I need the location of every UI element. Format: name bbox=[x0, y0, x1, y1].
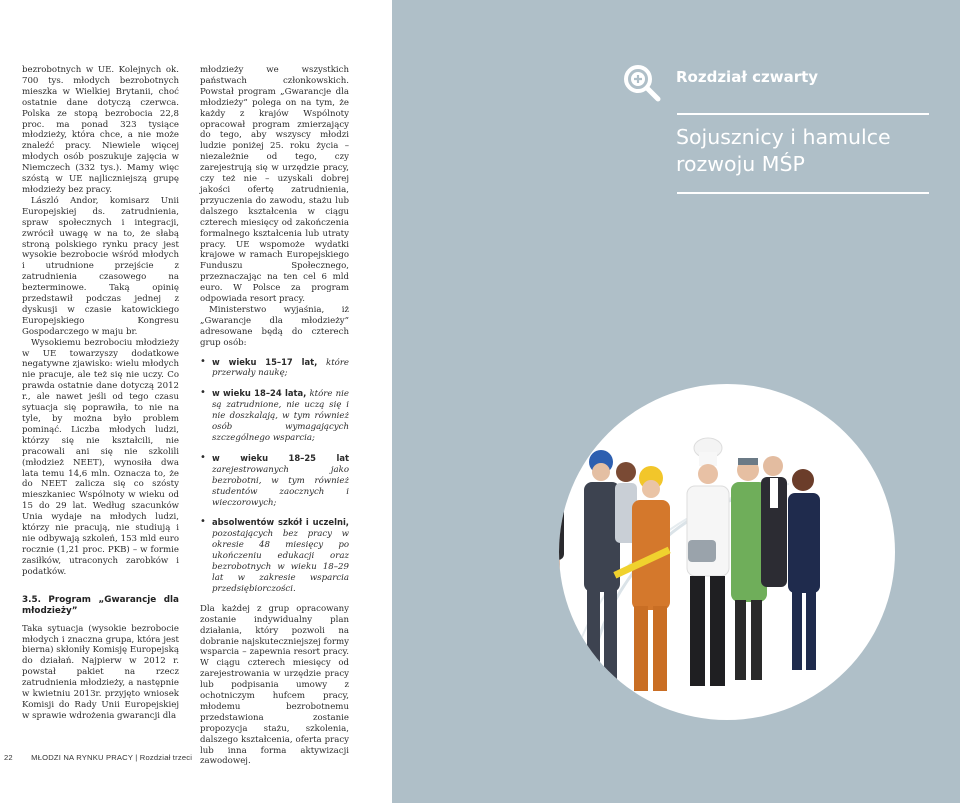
list-item: • w wieku 18–24 lata, które nie są zatrudnione, nie uczą się i nie doszkalają, w tym również osób wymagających szczególnego wsparcia; bbox=[200, 388, 349, 444]
paragraph: Taka sytuacja (wysokie bezrobocie młodych i znaczna grupa, która jest bierna) skłoniły Komisję Europejską do działań. Najpierw w 2012 r. powstał pakiet na rzecz zatrudnienia młodzieży, a następnie w kwietniu 2013r. przyjęto wniosek Komisji do Rady Unii Europejskiej w sprawie wdrożenia gwarancji dla bbox=[22, 623, 179, 721]
text-column-2 bbox=[200, 65, 349, 767]
list-item: • absolwentów szkół i uczelni, pozostających bez pracy w okresie 48 miesięcy po ukończeniu edukacji oraz bezrobotnych w wieku 18–29 lat w zakresie wsparcia przedsiębiorczości. bbox=[200, 517, 349, 594]
section-heading: 3.5. Program „Gwarancje dla młodzieży” bbox=[22, 594, 179, 616]
chapter-label: Rozdział czwarty bbox=[676, 68, 819, 86]
paragraph: bezrobotnych w UE. Kolejnych ok. 700 tys. młodych bezrobotnych mieszka w Wielkiej Brytanii, choć ostatnie dane dotyczą czerwca. Polska ze stopą bezrobocia 22,8 proc. ma ponad 323 tysiące młodzieży, która chce, a nie może znaleźć pracy. Niewiele więcej młodych osób poszukuje zajęcia w Niemczech (332 tys.). Mamy więc szóstą w UE najliczniejszą grupę młodzieży bez pracy. bbox=[22, 65, 179, 195]
chapter-title: Sojusznicy i hamulce rozwoju MŚP bbox=[676, 125, 891, 176]
paragraph: młodzieży we wszystkich państwach członkowskich. Powstał program „Gwarancje dla młodzieży” polega on na tym, że każdy z krajów Wspólnoty opracował program zmierzający do tego, aby wszyscy młodzi ludzie poniżej 25. roku życia – niezależnie od tego, czy zarejestrują się w urzędzie pracy, czy też nie – uzyskali dobrej jakości ofertę zatrudnienia, przyuczenia do zawodu, stażu lub dalszego kształcenia w ciągu czterech miesięcy od zakończenia formalnego kształcenia lub utraty pracy. UE wspomoże wydatki krajowe w ramach Europejskiego Funduszu Społecznego, przeznaczając na ten cel 6 mld euro. W Polsce za program odpowiada resort pracy. bbox=[200, 65, 349, 305]
divider bbox=[677, 113, 929, 115]
running-title: MŁODZI NA RYNKU PRACY | Rozdział trzeci bbox=[31, 753, 193, 762]
paragraph: László Andor, komisarz Unii Europejskiej ds. zatrudnienia, spraw społecznych i integracji, zwrócił uwagę w na to, że słabą stroną polskiego rynku pracy jest wysokie bezrobocie wśród młodych i utrudnione przejście z zatrudnienia czasowego na bezterminowe. Taką opinię przedstawił podczas jednej z dyskusji w czasie katowickiego Europejskiego Kongresu Gospodarczego w maju br. bbox=[22, 195, 179, 337]
workers-photo bbox=[559, 384, 895, 720]
page-number: 22 bbox=[4, 753, 13, 762]
paragraph: Dla każdej z grup opracowany zostanie indywidualny plan działania, który pozwoli na dobranie najskuteczniejszej formy wsparcia – zapewnia resort pracy. W ciągu czterech miesięcy od zarejestrowania w urzędzie pracy lub podpisania umowy z ochotniczym hufcem pracy, młodemu bezrobotnemu przedstawiona zostanie propozycja stażu, szkolenia, dalszego kształcenia, oferta pracy lub inna forma aktywizacji zawodowej. bbox=[200, 603, 349, 767]
list-item: • w wieku 15–17 lat, które przerwały naukę; bbox=[200, 357, 349, 380]
list-item: • w wieku 18–25 lat zarejestrowanych jako bezrobotni, w tym również studentów zaocznych i wieczorowych; bbox=[200, 453, 349, 509]
workers-illustration bbox=[559, 384, 895, 720]
divider bbox=[677, 192, 929, 194]
target-groups-list bbox=[200, 357, 349, 595]
page-footer bbox=[4, 753, 192, 762]
magnifier-plus-icon bbox=[623, 64, 661, 102]
paragraph: Wysokiemu bezrobociu młodzieży w UE towarzyszy dodatkowe negatywne zjawisko: wielu młodych nie pracuje, ale też się nie uczy. Co prawda ostatnie dane dotyczą 2012 r., ale nawet jeśli od tego czasu sytuacja się poprawiła, to nie na tyle, by można było problem pominąć. Liczba młodych ludzi, którzy się nie kształcili, nie pracowali ani się nie szkolili (młodzież NEET), wynosiła dwa lata temu 14,6 mln. Oznacza to, że do NEET zalicza się co szósty mieszkaniec Wspólnoty w wieku od 15 do 29 lat. Według szacunków Unia wydaje na młodych ludzi, którzy nie pracują, nie studiują i nie odbywają szkoleń, 153 mld euro rocznie (1,21 proc. PKB) – w formie zasiłków, utraconych zarobków i podatków. bbox=[22, 337, 179, 577]
text-column-1 bbox=[22, 65, 179, 722]
paragraph: Ministerstwo wyjaśnia, iż „Gwarancje dla młodzieży” adresowane będą do czterech grup osób: bbox=[200, 304, 349, 348]
